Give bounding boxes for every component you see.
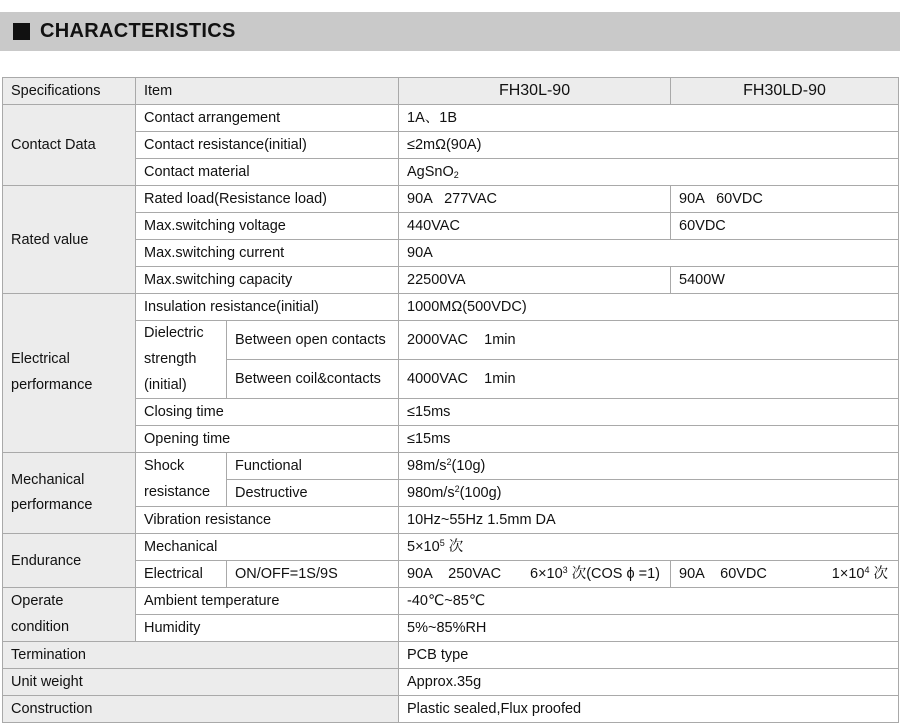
between-open-contacts-label: Between open contacts bbox=[227, 321, 399, 360]
group-operate-condition: Operate condition bbox=[3, 588, 136, 642]
table-row bbox=[3, 669, 899, 696]
max-switching-capacity-value-fh30l: 22500VA bbox=[399, 267, 671, 294]
table-row bbox=[3, 426, 899, 453]
max-switching-capacity-label: Max.switching capacity bbox=[136, 267, 399, 294]
termination-value: PCB type bbox=[399, 642, 899, 669]
shock-destructive-value: $980m/s^2(100g)$ bbox=[399, 480, 899, 507]
opening-time-value: ≤15ms bbox=[399, 426, 899, 453]
table-header-row bbox=[3, 78, 899, 105]
dielectric-strength-label: Dielectric strength (initial) bbox=[136, 321, 227, 399]
table-row bbox=[3, 159, 899, 186]
table-row bbox=[3, 642, 899, 669]
contact-resistance-value: ≤2mΩ(90A) bbox=[399, 132, 899, 159]
contact-arrangement-value: 1A、1B bbox=[399, 105, 899, 132]
max-switching-voltage-value-fh30ld: 60VDC bbox=[671, 213, 899, 240]
between-coil-contacts-value: 4000VAC 1min bbox=[399, 360, 899, 399]
max-switching-capacity-value-fh30ld: 5400W bbox=[671, 267, 899, 294]
endurance-electrical-value-fh30l: 90A 250VAC $6\times 10^3$ 次(COS ϕ =1) bbox=[399, 561, 671, 588]
section-title: CHARACTERISTICS bbox=[40, 20, 236, 42]
group-mechanical-performance: Mechanical performance bbox=[3, 453, 136, 534]
table-row bbox=[3, 132, 899, 159]
rated-load-value-fh30ld: 90A 60VDC bbox=[671, 186, 899, 213]
construction-value: Plastic sealed,Flux proofed bbox=[399, 696, 899, 723]
humidity-label: Humidity bbox=[136, 615, 399, 642]
max-switching-current-label: Max.switching current bbox=[136, 240, 399, 267]
table-row bbox=[3, 507, 899, 534]
group-endurance: Endurance bbox=[3, 534, 136, 588]
model-fh30l-header: FH30L-90 bbox=[399, 78, 671, 105]
opening-time-label: Opening time bbox=[136, 426, 399, 453]
table-row bbox=[3, 696, 899, 723]
between-open-contacts-value: 2000VAC 1min bbox=[399, 321, 899, 360]
endurance-electrical-value-fh30ld: 90A 60VDC $1\times 10^4$ 次 bbox=[671, 561, 899, 588]
contact-resistance-label: Contact resistance(initial) bbox=[136, 132, 399, 159]
max-switching-voltage-label: Max.switching voltage bbox=[136, 213, 399, 240]
group-rated-value: Rated value bbox=[3, 186, 136, 294]
contact-arrangement-label: Contact arrangement bbox=[136, 105, 399, 132]
table-row bbox=[3, 267, 899, 294]
table-row bbox=[3, 399, 899, 426]
shock-resistance-label: Shock resistance bbox=[136, 453, 227, 507]
model-fh30ld-header: FH30LD-90 bbox=[671, 78, 899, 105]
max-switching-current-value: 90A bbox=[399, 240, 899, 267]
max-switching-voltage-value-fh30l: 440VAC bbox=[399, 213, 671, 240]
ambient-temperature-value: -40℃~85℃ bbox=[399, 588, 899, 615]
rated-load-label: Rated load(Resistance load) bbox=[136, 186, 399, 213]
termination-label: Termination bbox=[3, 642, 399, 669]
closing-time-label: Closing time bbox=[136, 399, 399, 426]
table-row bbox=[3, 534, 899, 561]
closing-time-value: ≤15ms bbox=[399, 399, 899, 426]
between-coil-contacts-label: Between coil&contacts bbox=[227, 360, 399, 399]
unit-weight-value: Approx.35g bbox=[399, 669, 899, 696]
group-electrical-performance: Electrical performance bbox=[3, 294, 136, 453]
contact-material-label: Contact material bbox=[136, 159, 399, 186]
shock-functional-value: $98m/s^2(10g)$ bbox=[399, 453, 899, 480]
construction-label: Construction bbox=[3, 696, 399, 723]
insulation-resistance-label: Insulation resistance(initial) bbox=[136, 294, 399, 321]
section-header bbox=[0, 12, 900, 51]
table-row bbox=[3, 105, 899, 132]
table-row bbox=[3, 588, 899, 615]
table-row bbox=[3, 561, 899, 588]
humidity-value: 5%~85%RH bbox=[399, 615, 899, 642]
rated-load-value-fh30l: 90A 277VAC bbox=[399, 186, 671, 213]
shock-destructive-label: Destructive bbox=[227, 480, 399, 507]
specifications-header: Specifications bbox=[3, 78, 136, 105]
unit-weight-label: Unit weight bbox=[3, 669, 399, 696]
table-row bbox=[3, 294, 899, 321]
endurance-mechanical-label: Mechanical bbox=[136, 534, 399, 561]
group-contact-data: Contact Data bbox=[3, 105, 136, 186]
ambient-temperature-label: Ambient temperature bbox=[136, 588, 399, 615]
table-row bbox=[3, 615, 899, 642]
table-row bbox=[3, 240, 899, 267]
square-bullet-icon bbox=[13, 23, 30, 40]
table-row bbox=[3, 453, 899, 480]
endurance-mechanical-value: $5\times 10^5$ 次 bbox=[399, 534, 899, 561]
table-row bbox=[3, 213, 899, 240]
endurance-electrical-condition: ON/OFF=1S/9S bbox=[227, 561, 399, 588]
vibration-resistance-label: Vibration resistance bbox=[136, 507, 399, 534]
table-row bbox=[3, 321, 899, 360]
table-row bbox=[3, 186, 899, 213]
endurance-electrical-label: Electrical bbox=[136, 561, 227, 588]
contact-material-value: AgSnO$_2$ bbox=[399, 159, 899, 186]
item-header: Item bbox=[136, 78, 399, 105]
shock-functional-label: Functional bbox=[227, 453, 399, 480]
insulation-resistance-value: 1000MΩ(500VDC) bbox=[399, 294, 899, 321]
vibration-resistance-value: 10Hz~55Hz 1.5mm DA bbox=[399, 507, 899, 534]
characteristics-table bbox=[2, 77, 899, 723]
